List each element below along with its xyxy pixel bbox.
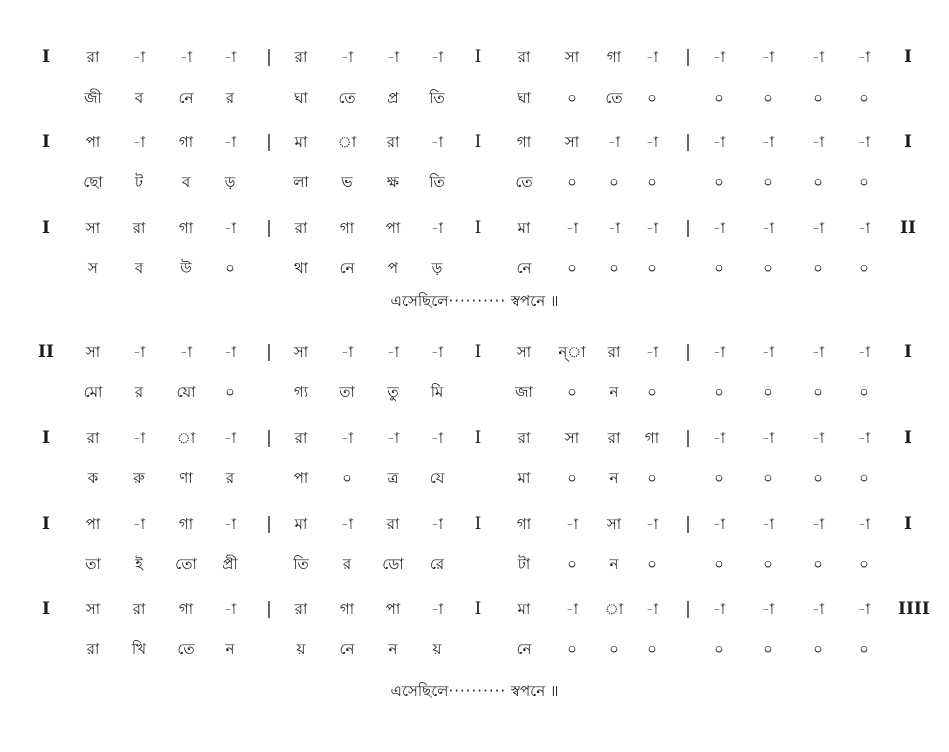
lyric-syllable: ০ bbox=[813, 555, 823, 573]
swara-note: রা bbox=[517, 429, 531, 447]
bar-line: I bbox=[904, 132, 912, 152]
bar-line: | bbox=[685, 514, 691, 534]
swara-note: -া bbox=[712, 219, 726, 237]
lyric-row-7 bbox=[0, 637, 949, 661]
lyric-syllable: ০ bbox=[609, 640, 619, 658]
swara-note: -া bbox=[430, 219, 444, 237]
lyric-syllable: য় bbox=[432, 640, 442, 658]
swara-note: মা bbox=[517, 600, 531, 618]
lyric-syllable: নে bbox=[516, 640, 532, 658]
lyric-syllable: ছো bbox=[83, 173, 103, 191]
swara-note: -া bbox=[645, 48, 659, 66]
lyric-syllable: ণা bbox=[179, 469, 193, 487]
bar-line: I bbox=[42, 47, 50, 67]
bar-line: I bbox=[474, 514, 482, 534]
bar-line: I bbox=[42, 132, 50, 152]
swara-note: -া bbox=[857, 133, 871, 151]
swara-note: সা bbox=[564, 429, 580, 447]
lyric-syllable: প্রী bbox=[222, 555, 238, 573]
swara-note: -া bbox=[340, 515, 354, 533]
swara-note: -া bbox=[223, 429, 237, 447]
swara-note: -া bbox=[857, 343, 871, 361]
swara-note: -া bbox=[712, 133, 726, 151]
swara-note: -া bbox=[430, 429, 444, 447]
swara-note: -া bbox=[761, 343, 775, 361]
lyric-syllable: যে bbox=[429, 469, 445, 487]
swara-note: গা bbox=[339, 219, 355, 237]
lyric-syllable: নে bbox=[339, 259, 355, 277]
lyric-syllable: ০ bbox=[647, 259, 657, 277]
notation-row-4 bbox=[0, 340, 949, 364]
notation-row-5 bbox=[0, 426, 949, 450]
refrain-last-word: স্বপনে ॥ bbox=[506, 292, 559, 310]
swara-note: গা bbox=[178, 219, 194, 237]
lyric-syllable: ০ bbox=[859, 383, 869, 401]
bar-line: I bbox=[474, 342, 482, 362]
lyric-syllable: ০ bbox=[225, 259, 235, 277]
bar-line: I bbox=[42, 428, 50, 448]
lyric-syllable: ন bbox=[225, 640, 235, 658]
lyric-syllable: ০ bbox=[567, 555, 577, 573]
lyric-syllable: ই bbox=[135, 555, 143, 573]
lyric-syllable: টা bbox=[517, 555, 531, 573]
lyric-syllable: তি bbox=[429, 173, 445, 191]
swara-note: -া bbox=[857, 219, 871, 237]
lyric-syllable: ০ bbox=[714, 469, 724, 487]
lyric-syllable: ড় bbox=[224, 173, 236, 191]
lyric-syllable: ০ bbox=[859, 555, 869, 573]
lyric-syllable: তে bbox=[605, 89, 623, 107]
swara-note: -া bbox=[607, 133, 621, 151]
swara-note: রা bbox=[294, 48, 308, 66]
lyric-syllable: ০ bbox=[342, 469, 352, 487]
lyric-syllable: র bbox=[134, 383, 144, 401]
lyric-syllable: তা bbox=[85, 555, 101, 573]
lyric-syllable: ত্র bbox=[387, 469, 399, 487]
lyric-syllable: ০ bbox=[859, 173, 869, 191]
swara-note: -া bbox=[811, 48, 825, 66]
swara-note: -া bbox=[857, 48, 871, 66]
bar-line: I bbox=[904, 342, 912, 362]
bar-line: I bbox=[474, 218, 482, 238]
lyric-syllable: ০ bbox=[647, 555, 657, 573]
swara-note: -া bbox=[811, 133, 825, 151]
lyric-syllable: গ্য bbox=[293, 383, 309, 401]
swara-note: -া bbox=[386, 48, 400, 66]
swara-note: -া bbox=[761, 515, 775, 533]
refrain-first-word: এসেছিলে bbox=[390, 682, 449, 700]
lyric-syllable: ব bbox=[181, 173, 191, 191]
lyric-row-4 bbox=[0, 380, 949, 404]
lyric-syllable: ০ bbox=[859, 259, 869, 277]
swara-note: রা bbox=[294, 429, 308, 447]
lyric-syllable: ০ bbox=[714, 555, 724, 573]
refrain-line-1 bbox=[0, 290, 949, 312]
swara-note: -া bbox=[811, 219, 825, 237]
lyric-syllable: ০ bbox=[813, 173, 823, 191]
lyric-syllable: ০ bbox=[813, 469, 823, 487]
lyric-syllable: মা bbox=[517, 469, 531, 487]
bar-line: I bbox=[474, 599, 482, 619]
lyric-syllable: তু bbox=[387, 383, 399, 401]
notation-row-6 bbox=[0, 512, 949, 536]
swara-note: -া bbox=[223, 219, 237, 237]
swara-note: -া bbox=[565, 515, 579, 533]
lyric-syllable: ০ bbox=[859, 640, 869, 658]
swara-note: গা bbox=[516, 515, 532, 533]
swara-note: -া bbox=[223, 343, 237, 361]
swara-note: -া bbox=[761, 600, 775, 618]
swara-note: রা bbox=[386, 133, 400, 151]
swara-note: -া bbox=[645, 600, 659, 618]
swara-note: রা bbox=[386, 515, 400, 533]
swara-note: -া bbox=[179, 48, 193, 66]
bar-line: I bbox=[904, 428, 912, 448]
swara-note: রা bbox=[86, 48, 100, 66]
lyric-syllable: ০ bbox=[567, 173, 577, 191]
swara-note: রা bbox=[294, 600, 308, 618]
swara-note: সা bbox=[564, 48, 580, 66]
swara-note: -া bbox=[811, 343, 825, 361]
refrain-last-word: স্বপনে ॥ bbox=[506, 682, 559, 700]
swara-note: রা bbox=[607, 343, 621, 361]
lyric-syllable: ঘা bbox=[517, 89, 531, 107]
swara-note: পা bbox=[385, 219, 401, 237]
lyric-syllable: র bbox=[225, 469, 235, 487]
lyric-syllable: ভ bbox=[341, 173, 353, 191]
lyric-syllable: ঘা bbox=[294, 89, 308, 107]
swara-note: সা bbox=[606, 515, 622, 533]
lyric-syllable: ব bbox=[134, 259, 144, 277]
lyric-syllable: ০ bbox=[763, 383, 773, 401]
lyric-syllable: তে bbox=[515, 173, 533, 191]
swara-note: -া bbox=[761, 48, 775, 66]
swara-note: গা bbox=[339, 600, 355, 618]
bar-line: | bbox=[266, 428, 272, 448]
swara-note: গা bbox=[178, 600, 194, 618]
lyric-syllable: ০ bbox=[813, 383, 823, 401]
lyric-syllable: ০ bbox=[763, 173, 773, 191]
swara-note: -া bbox=[645, 515, 659, 533]
bar-line: | bbox=[266, 514, 272, 534]
swara-note: -া bbox=[223, 600, 237, 618]
swara-note: -া bbox=[430, 343, 444, 361]
lyric-syllable: ন bbox=[388, 640, 398, 658]
bar-line: II bbox=[38, 342, 54, 362]
swara-note: -া bbox=[712, 600, 726, 618]
lyric-syllable: ক bbox=[87, 469, 99, 487]
swara-note: রা bbox=[607, 429, 621, 447]
lyric-syllable: তি bbox=[293, 555, 309, 573]
lyric-syllable: ০ bbox=[763, 469, 773, 487]
lyric-row-3 bbox=[0, 256, 949, 280]
bar-line: | bbox=[266, 218, 272, 238]
swara-note: -া bbox=[386, 343, 400, 361]
refrain-first-word: এসেছিলে bbox=[390, 292, 449, 310]
swara-note: পা bbox=[385, 600, 401, 618]
lyric-syllable: ড় bbox=[431, 259, 443, 277]
lyric-syllable: ০ bbox=[714, 259, 724, 277]
lyric-row-5 bbox=[0, 466, 949, 490]
lyric-syllable: ০ bbox=[859, 89, 869, 107]
swara-note: -া bbox=[340, 48, 354, 66]
swara-note: রা bbox=[294, 219, 308, 237]
refrain-line-2 bbox=[0, 680, 949, 702]
bar-line: I bbox=[42, 218, 50, 238]
swara-note: -া bbox=[179, 343, 193, 361]
swara-note: -া bbox=[645, 133, 659, 151]
lyric-syllable: য় bbox=[296, 640, 306, 658]
lyric-syllable: প্র bbox=[387, 89, 399, 107]
swara-note: -া bbox=[430, 133, 444, 151]
lyric-syllable: ০ bbox=[567, 640, 577, 658]
lyric-syllable: নে bbox=[178, 89, 194, 107]
lyric-syllable: ০ bbox=[609, 173, 619, 191]
lyric-row-2 bbox=[0, 170, 949, 194]
swara-note: পা bbox=[85, 133, 101, 151]
lyric-syllable: ০ bbox=[714, 383, 724, 401]
bar-line: | bbox=[685, 342, 691, 362]
lyric-syllable: লা bbox=[293, 173, 309, 191]
lyric-syllable: তে bbox=[177, 640, 195, 658]
swara-note: -া bbox=[712, 429, 726, 447]
bar-line: | bbox=[685, 599, 691, 619]
lyric-syllable: ০ bbox=[647, 173, 657, 191]
bar-line: | bbox=[685, 218, 691, 238]
swara-note: রা bbox=[517, 48, 531, 66]
lyric-syllable: তা bbox=[339, 383, 355, 401]
swara-note: -া bbox=[430, 48, 444, 66]
swara-note: সা bbox=[516, 343, 532, 361]
lyric-syllable: ০ bbox=[567, 89, 577, 107]
lyric-syllable: ০ bbox=[647, 640, 657, 658]
lyric-syllable: উ bbox=[180, 259, 192, 277]
swara-note: রা bbox=[132, 219, 146, 237]
lyric-syllable: মি bbox=[430, 383, 444, 401]
refrain-dots: ·········· bbox=[448, 682, 507, 700]
lyric-syllable: ০ bbox=[567, 259, 577, 277]
lyric-syllable: যো bbox=[176, 383, 196, 401]
lyric-syllable: ক্ষ bbox=[386, 173, 400, 191]
lyric-syllable: র bbox=[225, 89, 235, 107]
bar-line: I bbox=[42, 599, 50, 619]
swara-note: সা bbox=[85, 343, 101, 361]
swara-note: সা bbox=[293, 343, 309, 361]
swara-note: -া bbox=[340, 343, 354, 361]
lyric-syllable: ০ bbox=[647, 383, 657, 401]
bar-line: | bbox=[266, 132, 272, 152]
lyric-syllable: র bbox=[342, 555, 352, 573]
notation-row-1 bbox=[0, 45, 949, 69]
bar-line: | bbox=[685, 132, 691, 152]
swara-note: -া bbox=[761, 429, 775, 447]
bar-line: I bbox=[904, 47, 912, 67]
bar-line: II bbox=[900, 218, 916, 238]
swara-note: -া bbox=[132, 429, 146, 447]
swara-note: -া bbox=[712, 343, 726, 361]
notation-row-2 bbox=[0, 130, 949, 154]
lyric-syllable: ট bbox=[134, 173, 144, 191]
lyric-syllable: ব bbox=[134, 89, 144, 107]
swara-note: -া bbox=[811, 515, 825, 533]
lyric-syllable: ০ bbox=[763, 555, 773, 573]
lyric-syllable: ০ bbox=[714, 89, 724, 107]
lyric-syllable: প bbox=[387, 259, 399, 277]
swara-note: সা bbox=[564, 133, 580, 151]
swara-note: -া bbox=[857, 515, 871, 533]
bar-line: I bbox=[904, 514, 912, 534]
swara-note: -া bbox=[761, 133, 775, 151]
bar-line: I bbox=[474, 132, 482, 152]
lyric-syllable: ০ bbox=[609, 259, 619, 277]
swara-note: -া bbox=[857, 429, 871, 447]
lyric-syllable: ০ bbox=[647, 469, 657, 487]
swara-note: -া bbox=[645, 343, 659, 361]
swara-note: -া bbox=[565, 600, 579, 618]
swara-note: -া bbox=[132, 515, 146, 533]
bar-line: | bbox=[266, 47, 272, 67]
swara-note: -া bbox=[712, 515, 726, 533]
swara-note: গা bbox=[606, 48, 622, 66]
swara-note: মা bbox=[294, 515, 308, 533]
lyric-syllable: মো bbox=[83, 383, 103, 401]
bar-line: I bbox=[42, 514, 50, 534]
swara-note: -া bbox=[811, 600, 825, 618]
lyric-syllable: ০ bbox=[714, 640, 724, 658]
lyric-syllable: ০ bbox=[647, 89, 657, 107]
swara-note: -া bbox=[645, 219, 659, 237]
swara-note: সা bbox=[85, 600, 101, 618]
lyric-syllable: তো bbox=[175, 555, 197, 573]
bar-line: | bbox=[266, 342, 272, 362]
lyric-syllable: রে bbox=[429, 555, 445, 573]
lyric-syllable: নে bbox=[339, 640, 355, 658]
bar-line: | bbox=[685, 428, 691, 448]
lyric-syllable: জা bbox=[515, 383, 533, 401]
swara-note: -া bbox=[857, 600, 871, 618]
lyric-syllable: ০ bbox=[763, 259, 773, 277]
swara-note: মা bbox=[294, 133, 308, 151]
lyric-syllable: জী bbox=[84, 89, 102, 107]
swara-note: -া bbox=[223, 48, 237, 66]
lyric-syllable: ন bbox=[609, 383, 619, 401]
lyric-syllable: ০ bbox=[813, 640, 823, 658]
lyric-syllable: ন bbox=[609, 469, 619, 487]
swara-note: া bbox=[337, 133, 357, 151]
notation-row-7 bbox=[0, 597, 949, 621]
lyric-syllable: তি bbox=[429, 89, 445, 107]
bar-line: IIII bbox=[898, 599, 930, 619]
lyric-syllable: স bbox=[88, 259, 98, 277]
swara-note: গা bbox=[516, 133, 532, 151]
lyric-syllable: পা bbox=[293, 469, 309, 487]
lyric-syllable: ০ bbox=[813, 89, 823, 107]
swara-note: া bbox=[176, 429, 196, 447]
swara-note: -া bbox=[811, 429, 825, 447]
swara-note: -া bbox=[223, 515, 237, 533]
swara-note: -া bbox=[132, 48, 146, 66]
lyric-syllable: খি bbox=[131, 640, 147, 658]
swara-note: -া bbox=[565, 219, 579, 237]
lyric-syllable: ০ bbox=[763, 640, 773, 658]
bar-line: | bbox=[685, 47, 691, 67]
notation-row-3 bbox=[0, 216, 949, 240]
lyric-syllable: ০ bbox=[225, 383, 235, 401]
lyric-syllable: ০ bbox=[859, 469, 869, 487]
lyric-syllable: ০ bbox=[567, 383, 577, 401]
swara-note: -া bbox=[132, 133, 146, 151]
lyric-syllable: ০ bbox=[714, 173, 724, 191]
swara-note: -া bbox=[340, 429, 354, 447]
lyric-row-6 bbox=[0, 552, 949, 576]
swara-note: -া bbox=[430, 515, 444, 533]
lyric-syllable: ন bbox=[609, 555, 619, 573]
swara-note: -া bbox=[132, 343, 146, 361]
bar-line: I bbox=[474, 428, 482, 448]
lyric-syllable: ০ bbox=[567, 469, 577, 487]
swara-note: া bbox=[604, 600, 624, 618]
lyric-syllable: তে bbox=[338, 89, 356, 107]
lyric-syllable: রু bbox=[133, 469, 145, 487]
swara-note: -া bbox=[430, 600, 444, 618]
swara-note: রা bbox=[86, 429, 100, 447]
swara-note: -া bbox=[712, 48, 726, 66]
bar-line: | bbox=[266, 599, 272, 619]
lyric-syllable: থা bbox=[293, 259, 309, 277]
swara-note: সা bbox=[85, 219, 101, 237]
swara-note: গা bbox=[178, 133, 194, 151]
lyric-syllable: রা bbox=[86, 640, 100, 658]
swara-note: পা bbox=[85, 515, 101, 533]
swara-note: -া bbox=[761, 219, 775, 237]
lyric-row-1 bbox=[0, 86, 949, 110]
swara-note: গা bbox=[178, 515, 194, 533]
lyric-syllable: নে bbox=[516, 259, 532, 277]
swara-note: রা bbox=[132, 600, 146, 618]
swara-note: -া bbox=[607, 219, 621, 237]
swara-note: -া bbox=[386, 429, 400, 447]
swara-note: মা bbox=[517, 219, 531, 237]
swara-note: -া bbox=[223, 133, 237, 151]
swara-note: ন্‌া bbox=[558, 343, 586, 361]
lyric-syllable: ০ bbox=[763, 89, 773, 107]
lyric-syllable: ডো bbox=[382, 555, 404, 573]
refrain-dots: ·········· bbox=[448, 292, 507, 310]
lyric-syllable: ০ bbox=[813, 259, 823, 277]
bar-line: I bbox=[474, 47, 482, 67]
swara-note: গা bbox=[644, 429, 660, 447]
